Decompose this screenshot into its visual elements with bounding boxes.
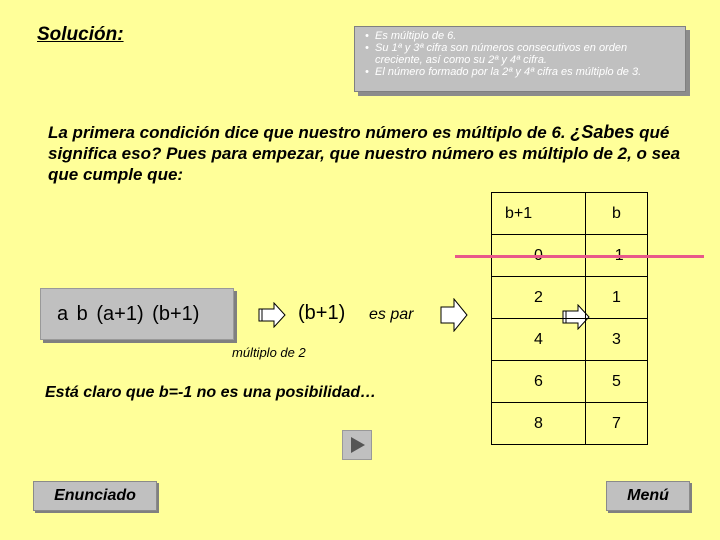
values-table [491, 192, 648, 445]
enunciado-button[interactable]: Enunciado [33, 481, 157, 511]
multiple-of-two-label: múltiplo de 2 [232, 345, 306, 360]
table-cell: 5 [586, 361, 648, 403]
table-cell: 2 [492, 277, 586, 319]
strikethrough-line [455, 255, 704, 258]
right-arrow-icon [440, 298, 468, 332]
table-cell: 8 [492, 403, 586, 445]
table-row [492, 319, 648, 361]
condition-item: • El número formado por la 2ª y 4ª cifra es múltiplo de 3. [365, 66, 642, 78]
number-expression: a b (a+1) (b+1) [40, 288, 234, 340]
table-header-cell: b+1 [492, 193, 586, 235]
table-header-cell: b [586, 193, 648, 235]
table-cell: 1 [586, 277, 648, 319]
table-row [492, 277, 648, 319]
table-cell: 7 [586, 403, 648, 445]
es-par-label: es par [369, 306, 414, 323]
condition-item: • Es múltiplo de 6. [365, 30, 457, 42]
table-cell: 6 [492, 361, 586, 403]
conclusion-text: Está claro que b=-1 no es una posibilidad… [45, 384, 377, 401]
b-plus-one-term: (b+1) [298, 302, 346, 324]
condition-item-continued: creciente, así como su 2ª y 4ª cifra. [375, 54, 547, 66]
table-cell: 3 [586, 319, 648, 361]
right-arrow-icon [258, 302, 286, 328]
menu-button[interactable]: Menú [606, 481, 690, 511]
explanation-paragraph: La primera condición dice que nuestro número es múltiplo de 6. ¿Sabes qué significa eso? Pues para empezar, que nuestro número es múltiplo de 2, o sea que cumple que: [48, 122, 681, 184]
condition-item: • Su 1ª y 3ª cifra son números consecutivos en orden [365, 42, 628, 54]
table-cell: 4 [492, 319, 586, 361]
play-icon [348, 436, 366, 454]
conditions-note [354, 26, 686, 92]
next-button[interactable] [342, 430, 372, 460]
table-row [492, 361, 648, 403]
table-row [492, 403, 648, 445]
page-title: Solución: [37, 24, 124, 45]
table-header-row [492, 193, 648, 235]
